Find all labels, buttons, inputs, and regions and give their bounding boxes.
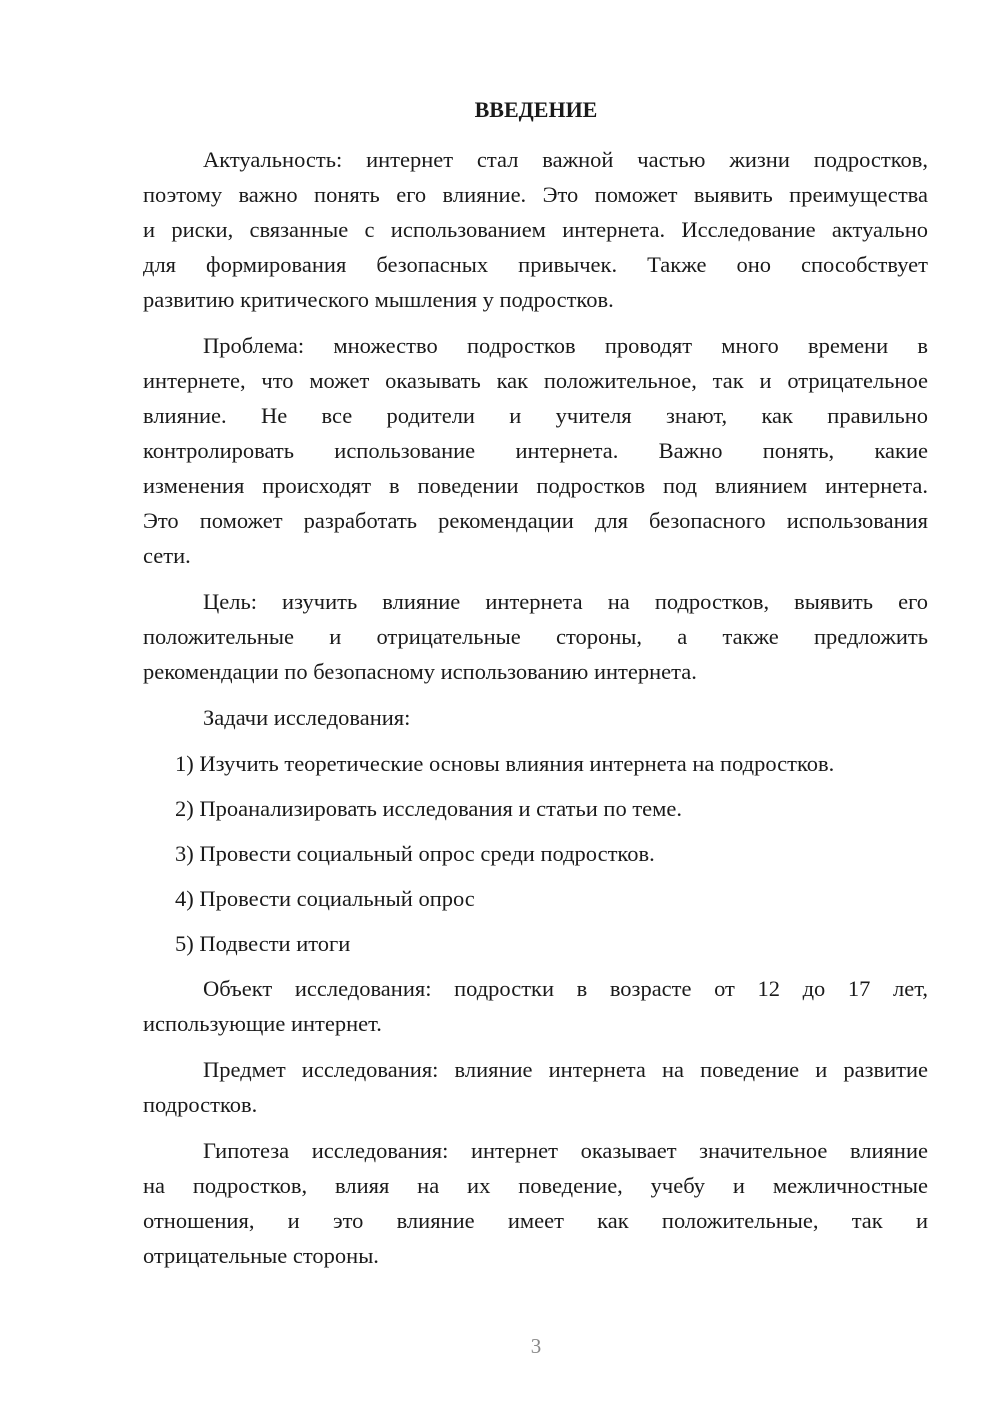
paragraph: [143, 1052, 928, 1122]
text-line: использующие интернет.: [143, 1011, 382, 1036]
text-line: и риски, связанные с использованием интернета. Исследование актуально: [143, 217, 928, 242]
text-line: Цель: изучить влияние интернета на подростков, выявить его: [203, 589, 928, 614]
page-number: 3: [530, 1334, 542, 1358]
text-line: изменения происходят в поведении подростков под влиянием интернета.: [143, 473, 928, 498]
text-line: Актуальность: интернет стал важной частью жизни подростков,: [203, 147, 928, 172]
text-line: интернете, что может оказывать как положительное, так и отрицательное: [143, 368, 928, 393]
text-line: сети.: [143, 543, 191, 568]
text-line: Гипотеза исследования: интернет оказывает значительное влияние: [203, 1138, 928, 1163]
list-item: [175, 836, 928, 871]
paragraph: [143, 142, 928, 317]
text-line: Объект исследования: подростки в возрасте от 12 до 17 лет,: [203, 976, 928, 1001]
paragraph: [143, 700, 928, 735]
text-line: развитию критического мышления у подростков.: [143, 287, 614, 312]
text-line: 2) Проанализировать исследования и статьи по теме.: [175, 796, 682, 821]
text-line: 1) Изучить теоретические основы влияния интернета на подростков.: [175, 751, 835, 776]
text-line: 5) Подвести итоги: [175, 931, 351, 956]
text-line: отрицательные стороны.: [143, 1243, 379, 1268]
text-line: Это поможет разработать рекомендации для безопасного использования: [143, 508, 928, 533]
text-line: 4) Провести социальный опрос: [175, 886, 475, 911]
page-title: ВВЕДЕНИЕ: [474, 97, 598, 122]
text-line: подростков.: [143, 1092, 258, 1117]
text-line: Проблема: множество подростков проводят много времени в: [203, 333, 928, 358]
list-item: [175, 791, 928, 826]
text-line: влияние. Не все родители и учителя знают, как правильно: [143, 403, 928, 428]
paragraph: [143, 1133, 928, 1273]
text-line: для формирования безопасных привычек. Также оно способствует: [143, 252, 928, 277]
text-line: рекомендации по безопасному использованию интернета.: [143, 659, 697, 684]
text-line: контролировать использование интернета. Важно понять, какие: [143, 438, 928, 463]
text-line: положительные и отрицательные стороны, а также предложить: [143, 624, 928, 649]
paragraph: [143, 971, 928, 1041]
list-item: [175, 746, 928, 781]
paragraph: [143, 584, 928, 689]
text-line: поэтому важно понять его влияние. Это поможет выявить преимущества: [143, 182, 928, 207]
text-line: отношения, и это влияние имеет как положительные, так и: [143, 1208, 928, 1233]
list-item: [175, 881, 928, 916]
text-line: на подростков, влияя на их поведение, учебу и межличностные: [143, 1173, 928, 1198]
text-line: Задачи исследования:: [203, 705, 411, 730]
list-item: [175, 926, 928, 961]
paragraph: [143, 328, 928, 573]
document-body: [143, 142, 928, 1284]
text-line: 3) Провести социальный опрос среди подростков.: [175, 841, 655, 866]
text-line: Предмет исследования: влияние интернета на поведение и развитие: [203, 1057, 928, 1082]
